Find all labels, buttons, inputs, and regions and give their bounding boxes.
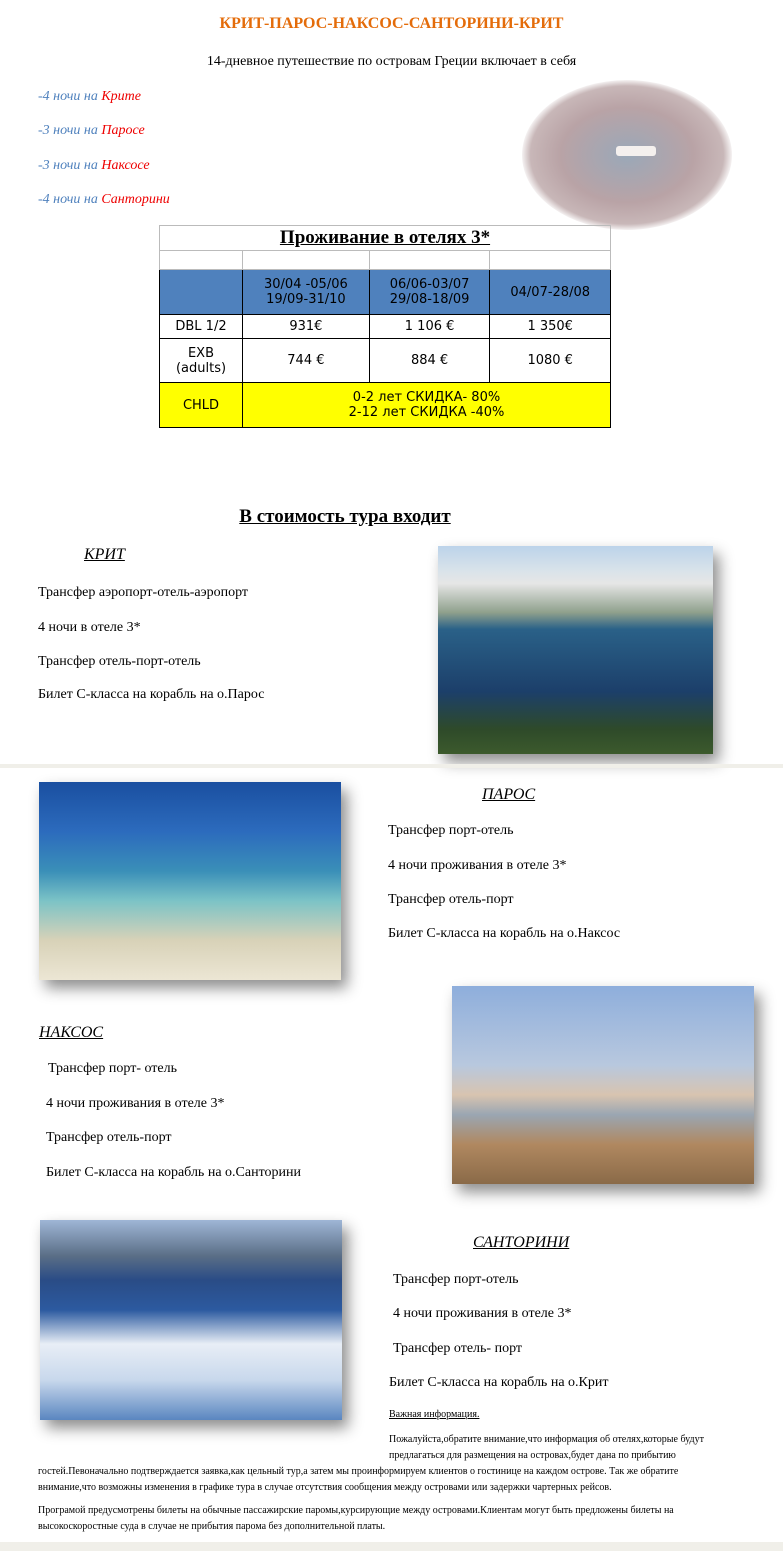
section-heading-naxos: НАКСОС (39, 1024, 104, 1041)
list-item: 4 ночи проживания в отеле 3* (46, 1096, 225, 1111)
list-item: Трансфер отель-порт (388, 892, 514, 907)
list-item: 4 ночи проживания в отеле 3* (393, 1306, 572, 1321)
night-item: -3 ночи на Паросе (38, 123, 145, 138)
page-bottom (0, 1542, 783, 1551)
night-item: -4 ночи на Санторини (38, 192, 170, 207)
list-item: Трансфер отель- порт (393, 1341, 523, 1356)
list-item: Трансфер порт-отель (388, 823, 514, 838)
paros-photo (39, 782, 341, 980)
table-row: EXB (adults) 744 € 884 € 1080 € (160, 339, 611, 383)
list-item: Трансфер аэропорт-отель-аэропорт (38, 585, 249, 600)
list-item: Билет С-класса на корабль на о.Санторини (46, 1165, 301, 1180)
crete-photo (438, 546, 713, 754)
list-item: Трансфер отель-порт-отель (38, 654, 201, 669)
section-heading-crete: КРИТ (84, 546, 125, 563)
table-caption: Проживание в отелях 3* (160, 226, 611, 251)
important-text: Пожалуйста,обратите внимание,что информация об отелях,которые будут (389, 1434, 704, 1445)
section-heading-paros: ПАРОС (482, 786, 536, 803)
tour-title: КРИТ-ПАРОС-НАКСОС-САНТОРИНИ-КРИТ (219, 15, 564, 32)
list-item: Билет С-класса на корабль на о.Наксос (388, 926, 621, 941)
important-text: гостей.Певоначально подтверждается заявка,как цельный тур,а затем мы проинформируем клиентов о гостинице на каждом острове. Так же обратите внимание,что возможны изменения в графике тура в случае отсутствия сообщения между островами или задержки чартерных рейсов. (38, 1466, 679, 1493)
night-item: -3 ночи на Наксосе (38, 158, 150, 173)
list-item: 4 ночи проживания в отеле 3* (388, 858, 567, 873)
list-item: Трансфер порт-отель (393, 1272, 519, 1287)
list-item: Трансфер порт- отель (48, 1061, 178, 1076)
night-item: -4 ночи на Крите (38, 89, 141, 104)
table-row: DBL 1/2 931€ 1 106 € 1 350€ (160, 315, 611, 339)
tour-subtitle: 14-дневное путешествие по островам Греции включает в себя (206, 54, 577, 69)
period-header: 04/07-28/08 (490, 270, 611, 315)
important-text: Програмой предусмотрены билеты на обычные пассажирские паромы,курсирующие между островами.Клиентам могут быть предложены билеты на высокоскоростные суда в случае не прибытия парома без дополнительной платы. (38, 1505, 674, 1532)
naxos-photo (452, 986, 754, 1184)
list-item: Билет С-класса на корабль на о.Крит (389, 1375, 609, 1390)
ferry-image (616, 146, 656, 156)
period-header: 06/06-03/07 29/08-18/09 (369, 270, 490, 315)
santorini-photo (40, 1220, 342, 1420)
period-header: 30/04 -05/06 19/09-31/10 (243, 270, 370, 315)
included-heading: В стоимость тура входит (239, 506, 451, 527)
list-item: Трансфер отель-порт (46, 1130, 172, 1145)
important-text: предлагаться для размещения на островах,будет дана по прибытию (389, 1450, 676, 1461)
section-heading-santorini: САНТОРИНИ (473, 1234, 570, 1251)
list-item: 4 ночи в отеле 3* (38, 620, 141, 635)
page-divider (0, 764, 783, 768)
child-discount-row: CHLD 0-2 лет СКИДКА- 80% 2-12 лет СКИДКА -40% (160, 383, 611, 428)
important-title: Важная информация. (389, 1409, 480, 1420)
list-item: Билет С-класса на корабль на о.Парос (38, 687, 265, 702)
price-table (159, 225, 611, 428)
